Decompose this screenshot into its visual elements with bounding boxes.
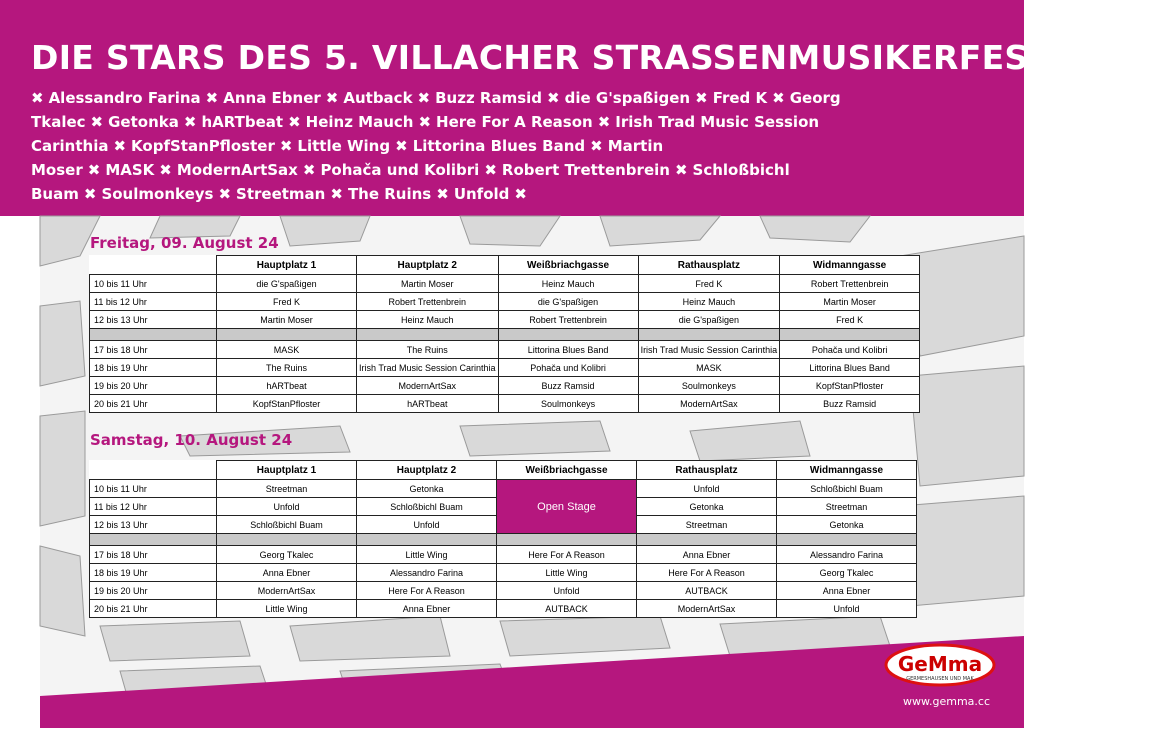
table-row [90, 311, 920, 329]
separator-icon: ✖ [205, 89, 219, 107]
table-row [90, 275, 920, 293]
performer-cell: ModernArtSax [637, 600, 777, 618]
table-row [90, 359, 920, 377]
time-slot: 10 bis 11 Uhr [90, 480, 217, 498]
performer-cell: Buzz Ramsid [498, 377, 638, 395]
separator-icon: ✖ [418, 113, 432, 131]
performer-cell: KopfStanPfloster [217, 395, 357, 413]
table-row [90, 564, 917, 582]
performer-cell: Unfold [357, 516, 497, 534]
separator-icon: ✖ [417, 89, 431, 107]
artist-name: Fred K [712, 89, 768, 107]
performer-cell: Little Wing [497, 564, 637, 582]
friday-title: Freitag, 09. August 24 [90, 234, 279, 252]
separator-icon: ✖ [484, 161, 497, 179]
performer-cell: Martin Moser [357, 275, 499, 293]
artist-name: Georg Tkalec [31, 89, 841, 131]
saturday-schedule-table [89, 460, 917, 618]
performer-cell: hARTbeat [357, 395, 499, 413]
time-slot: 17 bis 18 Uhr [90, 546, 217, 564]
performer-cell: Littorina Blues Band [780, 359, 920, 377]
table-corner [90, 256, 217, 275]
table-header-row [90, 461, 917, 480]
table-corner [90, 461, 217, 480]
performer-cell: Martin Moser [217, 311, 357, 329]
artist-name: Robert Trettenbrein [501, 161, 670, 179]
performer-cell: Robert Trettenbrein [357, 293, 499, 311]
performer-cell: Fred K [780, 311, 920, 329]
friday-schedule-table [89, 255, 920, 413]
performer-cell: Getonka [777, 516, 917, 534]
artist-name: Heinz Mauch [305, 113, 414, 131]
artist-name: Schloßbichl Buam [31, 161, 790, 203]
svg-text:GeMma: GeMma [897, 652, 983, 676]
break-row [90, 329, 920, 341]
performer-cell: Heinz Mauch [638, 293, 780, 311]
performer-cell: Here For A Reason [637, 564, 777, 582]
table-header-row [90, 256, 920, 275]
table-row [90, 600, 917, 618]
time-slot: 10 bis 11 Uhr [90, 275, 217, 293]
separator-icon: ✖ [514, 185, 527, 203]
performer-cell: Schloßbichl Buam [217, 516, 357, 534]
separator-icon: ✖ [547, 89, 560, 107]
performer-cell: Getonka [357, 480, 497, 498]
separator-icon: ✖ [87, 161, 101, 179]
column-header: Hauptplatz 2 [357, 461, 497, 480]
time-slot: 17 bis 18 Uhr [90, 341, 217, 359]
separator-icon: ✖ [325, 89, 339, 107]
performer-cell: Streetman [777, 498, 917, 516]
table-row [90, 546, 917, 564]
separator-icon: ✖ [183, 113, 197, 131]
column-header: Rathausplatz [637, 461, 777, 480]
time-slot: 11 bis 12 Uhr [90, 498, 217, 516]
saturday-title: Samstag, 10. August 24 [90, 431, 293, 449]
time-slot: 19 bis 20 Uhr [90, 377, 217, 395]
separator-icon: ✖ [590, 137, 603, 155]
separator-icon: ✖ [436, 185, 449, 203]
performer-cell: MASK [638, 359, 780, 377]
separator-icon: ✖ [31, 89, 44, 107]
performer-cell: Fred K [638, 275, 780, 293]
performer-cell: The Ruins [357, 341, 499, 359]
table-row [90, 480, 917, 498]
artist-name: Buzz Ramsid [435, 89, 543, 107]
performer-cell: Schloßbichl Buam [777, 480, 917, 498]
separator-icon: ✖ [330, 185, 343, 203]
performer-cell: Unfold [637, 480, 777, 498]
performer-cell: die G'spaßigen [498, 293, 638, 311]
website-url: www.gemma.cc [903, 695, 990, 708]
column-header: Hauptplatz 2 [357, 256, 499, 275]
column-header: Widmanngasse [780, 256, 920, 275]
performer-cell: Anna Ebner [217, 564, 357, 582]
break-row [90, 534, 917, 546]
performer-cell: Unfold [217, 498, 357, 516]
artist-name: Getonka [108, 113, 179, 131]
artist-name: The Ruins [347, 185, 432, 203]
performer-cell: ModernArtSax [217, 582, 357, 600]
column-header: Widmanngasse [777, 461, 917, 480]
separator-icon: ✖ [113, 137, 127, 155]
performer-cell: Little Wing [217, 600, 357, 618]
artist-name: MASK [105, 161, 155, 179]
time-slot: 20 bis 21 Uhr [90, 395, 217, 413]
open-stage-cell: Open Stage [497, 480, 637, 534]
artist-name: Irish Trad Music Session Carinthia [31, 113, 820, 155]
performer-cell: ModernArtSax [357, 377, 499, 395]
performer-cell: Streetman [217, 480, 357, 498]
column-header: Weißbriachgasse [497, 461, 637, 480]
column-header: Hauptplatz 1 [217, 256, 357, 275]
performer-cell: MASK [217, 341, 357, 359]
performer-cell: Alessandro Farina [777, 546, 917, 564]
table-row [90, 293, 920, 311]
column-header: Rathausplatz [638, 256, 780, 275]
time-slot: 18 bis 19 Uhr [90, 359, 217, 377]
performer-cell: Alessandro Farina [357, 564, 497, 582]
artist-name: hARTbeat [201, 113, 284, 131]
performer-cell: Georg Tkalec [777, 564, 917, 582]
separator-icon: ✖ [83, 185, 97, 203]
separator-icon: ✖ [597, 113, 611, 131]
performer-cell: Pohača und Kolibri [780, 341, 920, 359]
artist-list [31, 86, 1006, 206]
artist-name: Autback [343, 89, 413, 107]
separator-icon: ✖ [695, 89, 708, 107]
header-banner [0, 0, 1159, 216]
table-row [90, 582, 917, 600]
performer-cell: die G'spaßigen [217, 275, 357, 293]
performer-cell: Streetman [637, 516, 777, 534]
performer-cell: AUTBACK [637, 582, 777, 600]
performer-cell: Irish Trad Music Session Carinthia [638, 341, 780, 359]
performer-cell: Soulmonkeys [638, 377, 780, 395]
artist-name: Here For A Reason [436, 113, 593, 131]
artist-name: Alessandro Farina [48, 89, 201, 107]
performer-cell: Martin Moser [780, 293, 920, 311]
gemma-logo [884, 644, 996, 686]
performer-cell: Robert Trettenbrein [498, 311, 638, 329]
performer-cell: Georg Tkalec [217, 546, 357, 564]
table-row [90, 377, 920, 395]
artist-name: Unfold [453, 185, 510, 203]
artist-name: Soulmonkeys [101, 185, 214, 203]
performer-cell: hARTbeat [217, 377, 357, 395]
performer-cell: Irish Trad Music Session Carinthia [357, 359, 499, 377]
time-slot: 18 bis 19 Uhr [90, 564, 217, 582]
time-slot: 20 bis 21 Uhr [90, 600, 217, 618]
artist-name: Streetman [236, 185, 326, 203]
artist-name: die G'spaßigen [564, 89, 691, 107]
artist-name: Anna Ebner [223, 89, 321, 107]
table-row [90, 395, 920, 413]
performer-cell: Unfold [497, 582, 637, 600]
artist-name: Pohača und Kolibri [320, 161, 480, 179]
artist-name: Littorina Blues Band [412, 137, 586, 155]
performer-cell: Littorina Blues Band [498, 341, 638, 359]
column-header: Weißbriachgasse [498, 256, 638, 275]
performer-cell: ModernArtSax [638, 395, 780, 413]
separator-icon: ✖ [90, 113, 104, 131]
artist-name: KopfStanPfloster [131, 137, 275, 155]
performer-cell: AUTBACK [497, 600, 637, 618]
time-slot: 12 bis 13 Uhr [90, 516, 217, 534]
time-slot: 11 bis 12 Uhr [90, 293, 217, 311]
performer-cell: Anna Ebner [357, 600, 497, 618]
performer-cell: Getonka [637, 498, 777, 516]
performer-cell: Robert Trettenbrein [780, 275, 920, 293]
page-title: DIE STARS DES 5. VILLACHER STRASSENMUSIKERFESTIVALS [31, 38, 1159, 77]
separator-icon: ✖ [279, 137, 293, 155]
performer-cell: Buzz Ramsid [780, 395, 920, 413]
table-row [90, 341, 920, 359]
performer-cell: Here For A Reason [357, 582, 497, 600]
performer-cell: Heinz Mauch [357, 311, 499, 329]
performer-cell: KopfStanPfloster [780, 377, 920, 395]
performer-cell: die G'spaßigen [638, 311, 780, 329]
performer-cell: Schloßbichl Buam [357, 498, 497, 516]
performer-cell: Little Wing [357, 546, 497, 564]
separator-icon: ✖ [395, 137, 408, 155]
svg-text:GERMESHAUSEN UND MAK: GERMESHAUSEN UND MAK [906, 676, 974, 682]
performer-cell: Soulmonkeys [498, 395, 638, 413]
separator-icon: ✖ [288, 113, 301, 131]
artist-name: Martin Moser [31, 137, 664, 179]
separator-icon: ✖ [772, 89, 785, 107]
time-slot: 12 bis 13 Uhr [90, 311, 217, 329]
artist-name: Little Wing [297, 137, 391, 155]
performer-cell: Anna Ebner [637, 546, 777, 564]
artist-name: ModernArtSax [176, 161, 298, 179]
separator-icon: ✖ [218, 185, 232, 203]
separator-icon: ✖ [674, 161, 688, 179]
performer-cell: Pohača und Kolibri [498, 359, 638, 377]
performer-cell: Here For A Reason [497, 546, 637, 564]
performer-cell: Unfold [777, 600, 917, 618]
performer-cell: The Ruins [217, 359, 357, 377]
performer-cell: Anna Ebner [777, 582, 917, 600]
column-header: Hauptplatz 1 [217, 461, 357, 480]
performer-cell: Fred K [217, 293, 357, 311]
separator-icon: ✖ [302, 161, 316, 179]
performer-cell: Heinz Mauch [498, 275, 638, 293]
separator-icon: ✖ [159, 161, 172, 179]
time-slot: 19 bis 20 Uhr [90, 582, 217, 600]
